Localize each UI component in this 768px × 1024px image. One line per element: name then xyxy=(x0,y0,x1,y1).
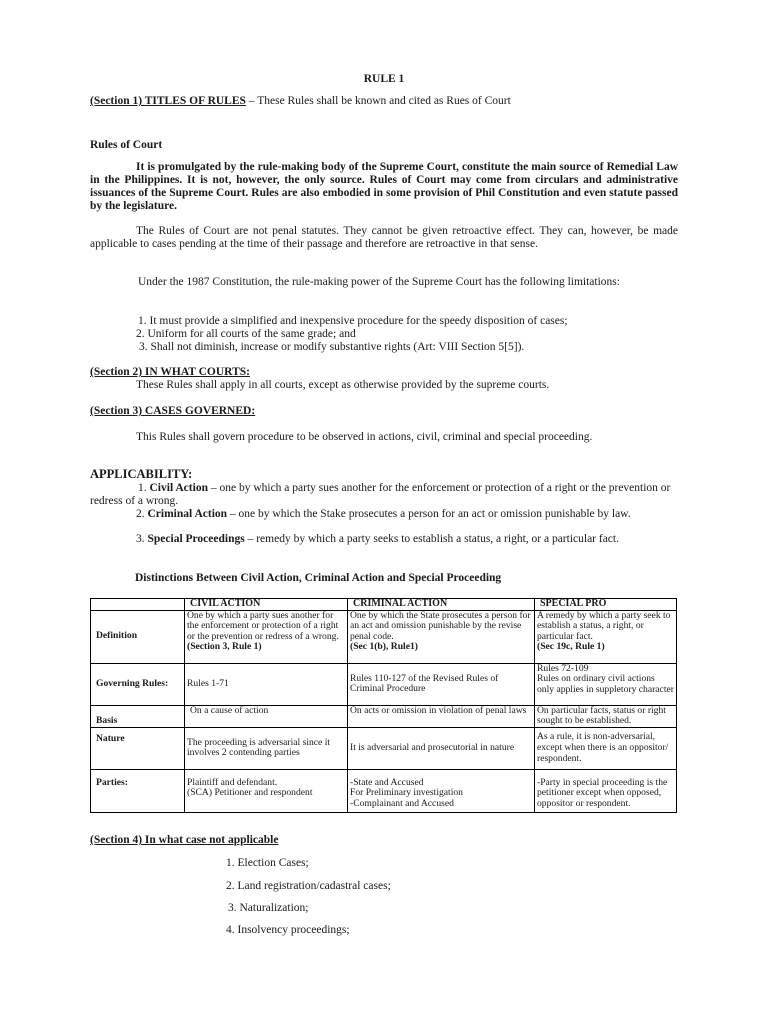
table-header-criminal: CRIMINAL ACTION xyxy=(348,599,535,611)
cell-reference: (Section 3, Rule 1) xyxy=(187,641,262,653)
table-row xyxy=(91,705,677,727)
row-label: Definition xyxy=(91,610,185,663)
table-row xyxy=(91,663,677,705)
row-label: Governing Rules: xyxy=(91,663,185,705)
cell-text: Rules on ordinary civil actions only applies in suppletory character xyxy=(537,673,674,695)
limitation-item: 1. It must provide a simplified and inexpensive procedure for the speedy disposition of cases; xyxy=(138,315,568,327)
document-title: RULE 1 xyxy=(363,73,405,85)
item-text: – one by which a party sues another for the enforcement or protection of a right or the prevention or redress of a wrong. xyxy=(90,482,671,507)
table-row xyxy=(91,769,677,812)
applicability-item xyxy=(90,533,650,546)
item-number: 2. xyxy=(136,508,148,520)
applicability-item xyxy=(90,508,650,521)
table-header-special: SPECIAL PRO xyxy=(535,599,677,611)
section-1-text: – These Rules shall be known and cited as Rues of Court xyxy=(245,95,511,107)
table-cell: The proceeding is adversarial since it involves 2 contending parties xyxy=(185,727,348,769)
cell-reference: (Sec 1(b), Rule1) xyxy=(350,641,418,653)
cell-text: (SCA) Petitioner and respondent xyxy=(187,787,313,799)
table-cell: -Party in special proceeding is the petitioner except when opposed, oppositor or respondent. xyxy=(535,769,677,812)
cell-text: Rules 72-109 xyxy=(537,662,589,674)
item-term: Civil Action xyxy=(149,482,208,494)
item-term: Criminal Action xyxy=(147,508,228,520)
cell-text: For Preliminary investigation xyxy=(350,787,463,799)
table-header-empty xyxy=(91,599,185,611)
paragraph-1987-constitution: Under the 1987 Constitution, the rule-making power of the Supreme Court has the following limitations: xyxy=(138,276,620,288)
table-cell: It is adversarial and prosecutorial in nature xyxy=(348,727,535,769)
cell-text: Plaintiff and defendant. xyxy=(187,776,278,788)
section-1-heading: (Section 1) TITLES OF RULES xyxy=(90,95,246,107)
section-4-heading: (Section 4) In what case not applicable xyxy=(90,834,279,846)
section-4-item: 3. Naturalization; xyxy=(228,902,309,914)
cell-text: A remedy by which a party seek to establish a status, a right, or particular fact. xyxy=(537,609,671,642)
item-text: – one by which the Stake prosecutes a person for an act or omission punishable by law. xyxy=(227,508,631,520)
table-cell xyxy=(535,663,677,705)
table-cell xyxy=(185,705,348,727)
item-number: 1. xyxy=(138,482,150,494)
cell-text: -Complainant and Accused xyxy=(350,797,454,809)
cell-text: One by which the State prosecutes a person for an act and omission punishable by the revise penal code. xyxy=(350,609,531,642)
section-3-text: This Rules shall govern procedure to be observed in actions, civil, criminal and special proceeding. xyxy=(136,431,593,443)
row-label: Parties: xyxy=(91,769,185,812)
table-row xyxy=(91,727,677,769)
section-3-heading: (Section 3) CASES GOVERNED: xyxy=(90,405,256,417)
limitation-item: 3. Shall not diminish, increase or modify substantive rights (Art: VIII Section 5[5]). xyxy=(139,341,525,353)
applicability-heading: APPLICABILITY: xyxy=(90,467,193,481)
section-1 xyxy=(90,95,690,108)
item-number: 3. xyxy=(136,533,148,545)
table-cell xyxy=(348,769,535,812)
cell-text: On a cause of action xyxy=(190,704,269,716)
section-2-heading: (Section 2) IN WHAT COURTS: xyxy=(90,366,250,378)
rules-of-court-heading: Rules of Court xyxy=(90,139,163,151)
cell-text: One by which a party sues another for the enforcement or protection of a right or the prevention or redress of a wrong. xyxy=(187,609,339,642)
table-cell: Rules 110-127 of the Revised Rules of Criminal Procedure xyxy=(348,663,535,705)
table-cell xyxy=(185,610,348,663)
cell-text: -State and Accused xyxy=(350,776,424,788)
item-text: – remedy by which a party seeks to establish a status, a right, or a particular fact. xyxy=(244,533,619,545)
table-cell: Rules 1-71 xyxy=(185,663,348,705)
section-2-text: These Rules shall apply in all courts, except as otherwise provided by the supreme courts. xyxy=(136,379,550,391)
table-row xyxy=(91,610,677,663)
table-cell xyxy=(348,610,535,663)
table-caption: Distinctions Between Civil Action, Criminal Action and Special Proceeding xyxy=(135,572,502,584)
limitation-item: 2. Uniform for all courts of the same grade; and xyxy=(136,328,356,340)
paragraph-not-penal: The Rules of Court are not penal statutes. They cannot be given retroactive effect. They can, however, be made applicable to cases pending at the time of their passage and therefore are retroactive in that sense. xyxy=(90,225,678,250)
table-cell xyxy=(185,769,348,812)
table-cell xyxy=(535,610,677,663)
table-header-row xyxy=(91,599,677,611)
table-header-civil: CIVIL ACTION xyxy=(185,599,348,611)
cell-reference: (Sec 19c, Rule 1) xyxy=(537,641,605,653)
section-4-item: 1. Election Cases; xyxy=(226,857,309,869)
table-cell: On particular facts, status or right sought to be established. xyxy=(535,705,677,727)
distinctions-table xyxy=(90,598,677,813)
table-cell: As a rule, it is non-adversarial, except when there is an oppositor/ respondent. xyxy=(535,727,677,769)
paragraph-promulgated: It is promulgated by the rule-making body of the Supreme Court, constitute the main source of Remedial Law in the Philippines. It is not, however, the only source. Rules of Court may come from circulars and administrative issuances of the Supreme Court. Rules are also embodied in some provision of Phil Constitution and even statute passed by the legislature. xyxy=(90,161,678,212)
row-label: Nature xyxy=(91,727,185,769)
applicability-item xyxy=(90,482,680,508)
section-4-item: 4. Insolvency proceedings; xyxy=(226,924,350,936)
section-4-item: 2. Land registration/cadastral cases; xyxy=(226,880,391,892)
row-label: Basis xyxy=(91,705,185,727)
table-cell: On acts or omission in violation of penal laws xyxy=(348,705,535,727)
item-term: Special Proceedings xyxy=(147,533,245,545)
